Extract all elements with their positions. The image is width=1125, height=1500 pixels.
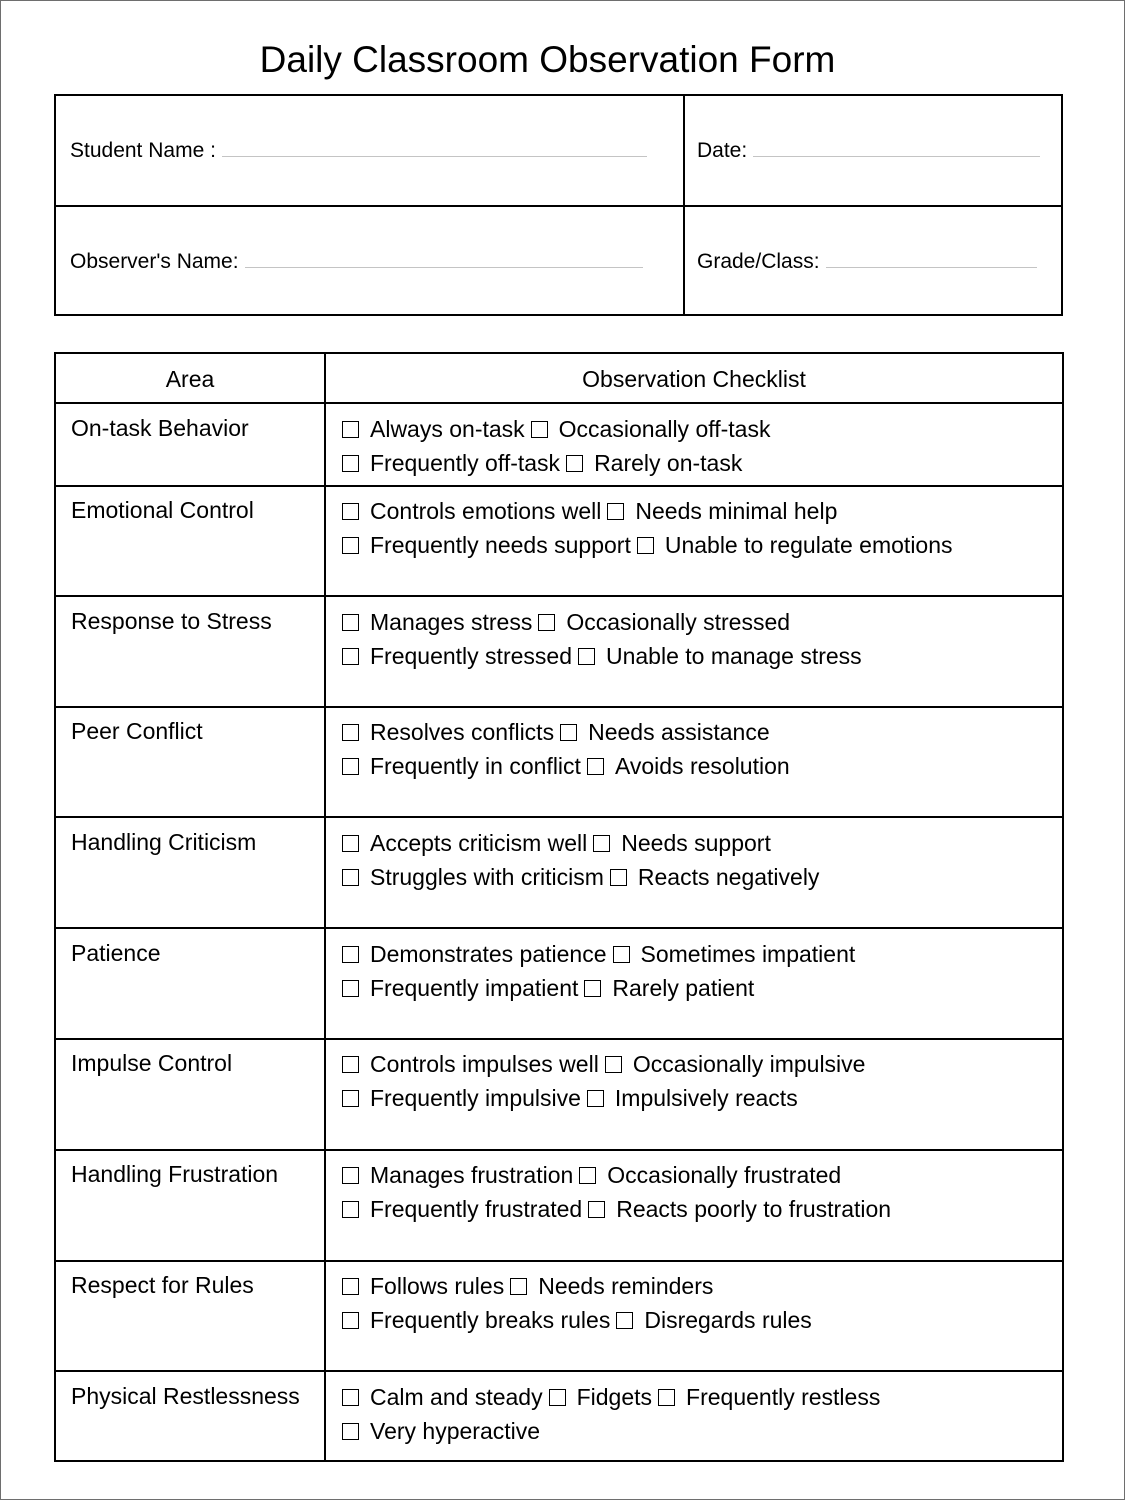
checkbox[interactable]	[584, 980, 601, 997]
checklist	[340, 494, 957, 562]
row-divider	[56, 927, 1062, 929]
checkbox[interactable]	[593, 835, 610, 852]
checkbox[interactable]	[607, 503, 624, 520]
checkbox[interactable]	[342, 537, 359, 554]
checkbox[interactable]	[342, 421, 359, 438]
option-label: Frequently breaks rules	[370, 1307, 611, 1333]
row-divider	[56, 402, 1062, 404]
checklist-line	[340, 1380, 884, 1414]
area-label: On-task Behavior	[71, 415, 249, 441]
checklist-line	[340, 1414, 884, 1448]
row-divider	[56, 1038, 1062, 1040]
option-label: Frequently stressed	[370, 643, 572, 669]
checklist-line	[340, 1269, 816, 1303]
option-label: Unable to manage stress	[605, 643, 862, 669]
checklist-line	[340, 494, 957, 528]
checklist-line	[340, 937, 859, 971]
column-divider	[324, 354, 326, 1460]
option-label: Resolves conflicts	[370, 719, 555, 745]
option-label: Frequently restless	[686, 1384, 881, 1410]
option-label: Frequently impatient	[370, 975, 579, 1001]
checklist-line	[340, 1192, 895, 1226]
grade-class-line[interactable]	[826, 266, 1037, 268]
grade-class-label: Grade/Class:	[697, 250, 820, 273]
row-divider	[56, 706, 1062, 708]
option-label: Sometimes impatient	[640, 941, 856, 967]
checkbox[interactable]	[342, 1167, 359, 1184]
option-label: Fidgets	[576, 1384, 653, 1410]
info-divider-horizontal	[56, 205, 1061, 207]
observer-name-line[interactable]	[245, 266, 643, 268]
checkbox[interactable]	[342, 758, 359, 775]
student-name-label: Student Name :	[70, 139, 216, 162]
checkbox[interactable]	[610, 869, 627, 886]
area-label: Handling Frustration	[71, 1161, 279, 1187]
observation-table	[54, 352, 1064, 1462]
row-divider	[56, 816, 1062, 818]
checklist	[340, 605, 866, 673]
option-label: Follows rules	[370, 1273, 505, 1299]
checkbox[interactable]	[578, 648, 595, 665]
row-divider	[56, 485, 1062, 487]
checklist	[340, 1380, 884, 1448]
checklist	[340, 937, 859, 1005]
row-divider	[56, 595, 1062, 597]
checkbox[interactable]	[342, 614, 359, 631]
area-label: Response to Stress	[71, 608, 272, 634]
checklist-line	[340, 971, 859, 1005]
option-label: Disregards rules	[644, 1307, 812, 1333]
checkbox[interactable]	[549, 1389, 566, 1406]
checkbox[interactable]	[342, 1278, 359, 1295]
checkbox[interactable]	[342, 946, 359, 963]
checklist-line	[340, 1081, 869, 1115]
checkbox[interactable]	[538, 614, 555, 631]
option-label: Frequently off-task	[370, 450, 561, 476]
grade-class-field[interactable]	[697, 250, 1037, 274]
option-label: Very hyperactive	[370, 1418, 541, 1444]
checkbox[interactable]	[588, 1201, 605, 1218]
checkbox[interactable]	[342, 724, 359, 741]
option-label: Reacts poorly to frustration	[616, 1196, 892, 1222]
option-label: Frequently impulsive	[370, 1085, 581, 1111]
checkbox[interactable]	[560, 724, 577, 741]
checklist	[340, 826, 823, 894]
date-field[interactable]	[697, 139, 1040, 163]
option-label: Calm and steady	[370, 1384, 543, 1410]
info-table	[54, 94, 1063, 316]
option-label: Needs assistance	[588, 719, 770, 745]
checkbox[interactable]	[342, 1312, 359, 1329]
checkbox[interactable]	[510, 1278, 527, 1295]
date-label: Date:	[697, 139, 748, 162]
student-name-line[interactable]	[222, 155, 647, 157]
checklist-line	[340, 412, 774, 446]
checkbox[interactable]	[658, 1389, 675, 1406]
checkbox[interactable]	[613, 946, 630, 963]
option-label: Rarely patient	[612, 975, 755, 1001]
option-label: Accepts criticism well	[370, 830, 588, 856]
checkbox[interactable]	[342, 1201, 359, 1218]
checklist-line	[340, 1303, 816, 1337]
checklist-line	[340, 826, 823, 860]
observer-name-label: Observer's Name:	[70, 250, 239, 273]
area-label: Impulse Control	[71, 1050, 233, 1076]
option-label: Always on-task	[370, 416, 525, 442]
checkbox[interactable]	[342, 455, 359, 472]
row-divider	[56, 1370, 1062, 1372]
option-label: Demonstrates patience	[370, 941, 607, 967]
checkbox[interactable]	[342, 869, 359, 886]
checklist-line	[340, 639, 866, 673]
checklist	[340, 715, 794, 783]
checkbox[interactable]	[579, 1167, 596, 1184]
checkbox[interactable]	[637, 537, 654, 554]
checklist-line	[340, 749, 794, 783]
option-label: Needs reminders	[538, 1273, 714, 1299]
option-label: Reacts negatively	[637, 864, 820, 890]
checkbox[interactable]	[605, 1056, 622, 1073]
checklist-line	[340, 528, 957, 562]
checklist	[340, 1269, 816, 1337]
option-label: Controls impulses well	[370, 1051, 599, 1077]
header-area: Area	[165, 366, 215, 392]
option-label: Needs minimal help	[635, 498, 838, 524]
option-label: Frequently in conflict	[370, 753, 581, 779]
checkbox[interactable]	[342, 1090, 359, 1107]
student-name-field[interactable]	[70, 139, 647, 163]
area-label: Emotional Control	[71, 497, 254, 523]
option-label: Needs support	[621, 830, 771, 856]
header-observation-checklist: Observation Checklist	[582, 366, 806, 392]
checkbox[interactable]	[342, 1389, 359, 1406]
row-divider	[56, 1149, 1062, 1151]
area-label: Patience	[71, 940, 161, 966]
option-label: Manages stress	[370, 609, 533, 635]
option-label: Occasionally stressed	[566, 609, 791, 635]
option-label: Occasionally off-task	[558, 416, 771, 442]
checklist	[340, 1158, 895, 1226]
checklist	[340, 412, 774, 480]
checkbox[interactable]	[616, 1312, 633, 1329]
checkbox[interactable]	[342, 1423, 359, 1440]
checkbox[interactable]	[587, 758, 604, 775]
checkbox[interactable]	[342, 835, 359, 852]
checkbox[interactable]	[566, 455, 583, 472]
option-label: Avoids resolution	[614, 753, 790, 779]
checklist-line	[340, 1047, 869, 1081]
option-label: Frequently frustrated	[370, 1196, 583, 1222]
option-label: Unable to regulate emotions	[664, 532, 953, 558]
option-label: Frequently needs support	[370, 532, 631, 558]
checkbox[interactable]	[342, 1056, 359, 1073]
option-label: Controls emotions well	[370, 498, 602, 524]
checkbox[interactable]	[587, 1090, 604, 1107]
checkbox[interactable]	[342, 503, 359, 520]
checklist	[340, 1047, 869, 1115]
row-divider	[56, 1260, 1062, 1262]
option-label: Impulsively reacts	[614, 1085, 798, 1111]
option-label: Rarely on-task	[594, 450, 743, 476]
checklist-line	[340, 860, 823, 894]
area-label: Respect for Rules	[71, 1272, 254, 1298]
option-label: Manages frustration	[370, 1162, 574, 1188]
checkbox[interactable]	[531, 421, 548, 438]
checkbox[interactable]	[342, 980, 359, 997]
observer-name-field[interactable]	[70, 250, 643, 274]
area-label: Handling Criticism	[71, 829, 257, 855]
option-label: Occasionally frustrated	[607, 1162, 842, 1188]
checklist-line	[340, 1158, 895, 1192]
area-label: Peer Conflict	[71, 718, 203, 744]
checklist-line	[340, 605, 866, 639]
checklist-line	[340, 715, 794, 749]
checklist-line	[340, 446, 774, 480]
option-label: Occasionally impulsive	[632, 1051, 866, 1077]
date-line[interactable]	[753, 155, 1040, 157]
form-title: Daily Classroom Observation Form	[259, 39, 836, 80]
area-label: Physical Restlessness	[71, 1383, 300, 1409]
checkbox[interactable]	[342, 648, 359, 665]
option-label: Struggles with criticism	[370, 864, 604, 890]
